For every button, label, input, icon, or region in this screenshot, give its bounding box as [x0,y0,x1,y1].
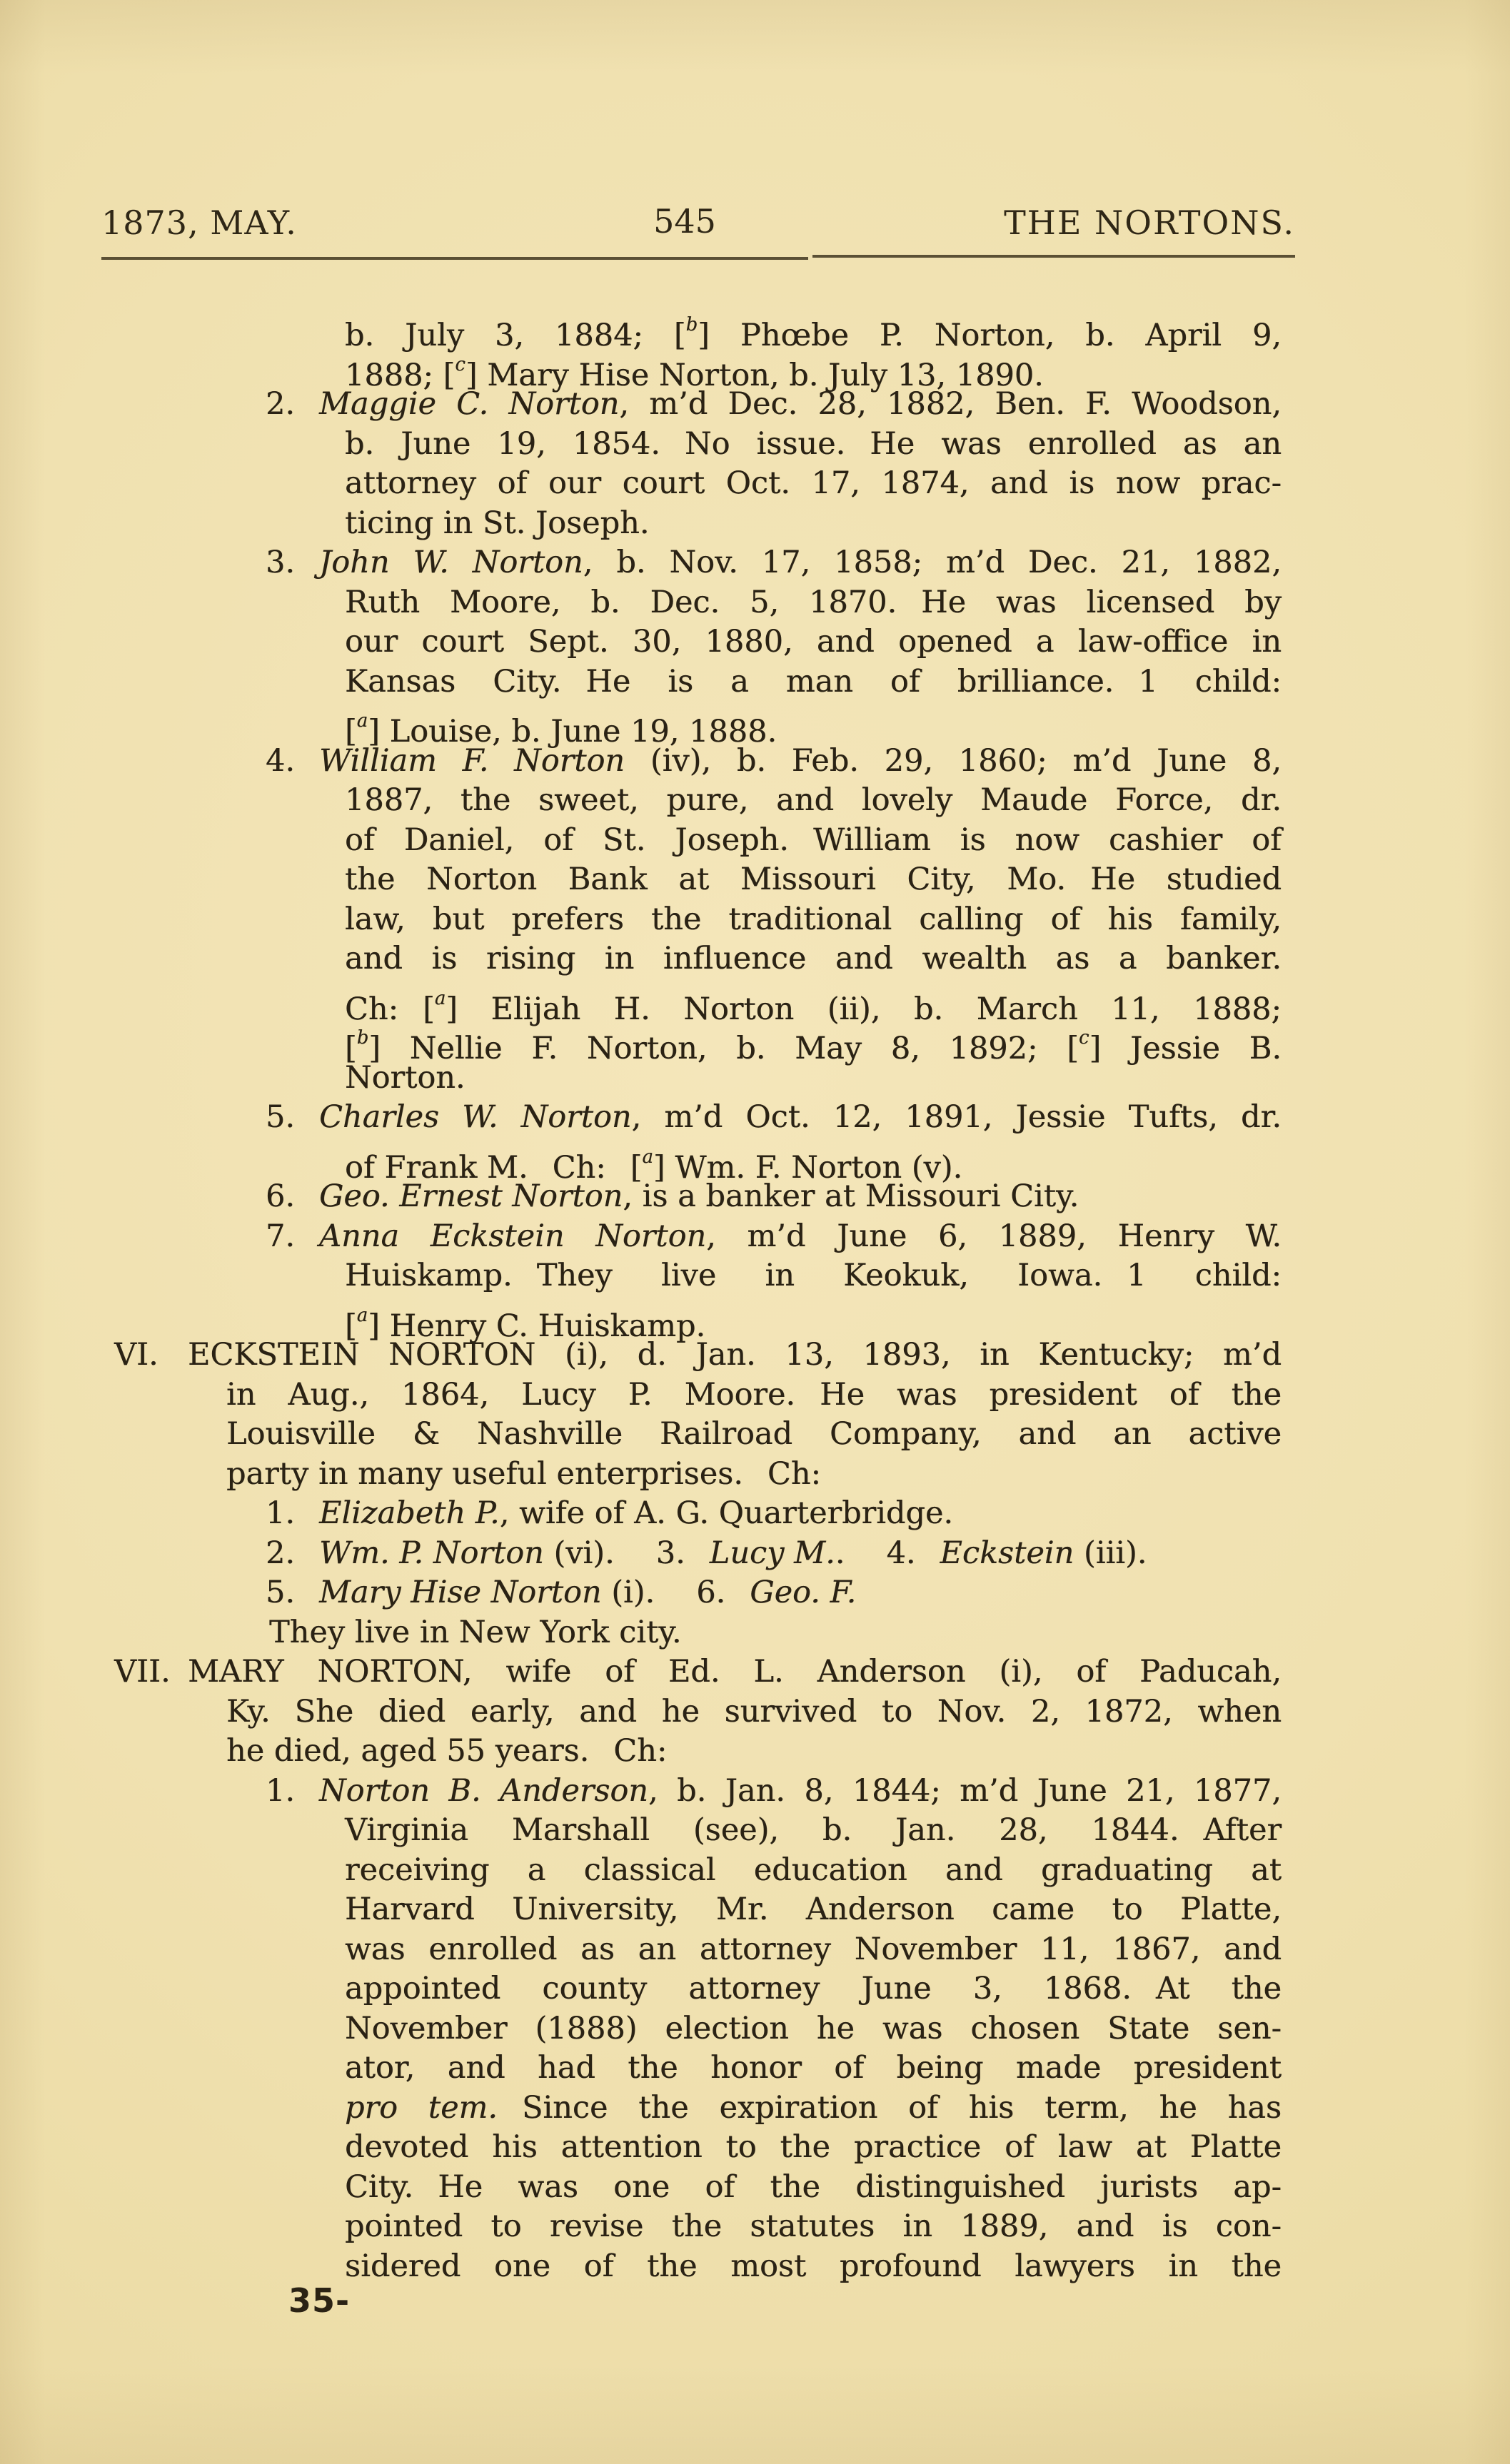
text-line [114,1217,1282,1257]
text-segment: Huiskamp. [345,1258,513,1293]
text-segment: and is rising in influence and wealth as a banker. [345,941,1282,976]
text-line [114,1494,1282,1534]
text-segment: Ch: [767,1455,821,1492]
text-segment: ] Phœbe P. Norton, b. April 9, [698,318,1282,354]
text-segment: ] Jessie B. [1089,1031,1282,1067]
text-line [114,1256,1282,1296]
text-segment: ] Elijah H. Norton (ii), b. March 11, 1888; [446,991,1282,1027]
text-line [114,1613,1282,1653]
text-segment: Kansas City. [345,663,562,700]
text-segment: in Aug., 1864, Lucy P. Moore. [226,1376,796,1413]
item-number: 7. [266,1218,296,1254]
text-segment: Harvard University, Mr. Anderson came to Platte, [345,1892,1282,1927]
text-segment: of Frank M. [345,1149,528,1186]
text-segment: William is now cashier of [812,822,1282,858]
text-segment: (iii). [1074,1535,1147,1571]
text-segment: ticing in St. Joseph. [345,505,650,541]
text-segment: They live in Keokuk, Iowa. [536,1258,1103,1293]
text-segment: pointed to revise the statutes in 1889, and is con- [345,2208,1282,2244]
text-line [114,1811,1282,1851]
text-segment: party in many useful enterprises. [226,1455,743,1492]
text-segment: He was president of the [820,1376,1282,1413]
text-segment: b. July 3, 1884; [ [345,318,686,354]
child-letter-superscript: a [356,1304,368,1326]
text-segment: , wife of A. G. Quarterbridge. [499,1495,954,1531]
text-line [114,979,1282,1027]
child-letter-superscript: a [642,1146,653,1168]
item-number: VII. [114,1654,171,1690]
text-segment: our court Sept. 30, 1880, and opened a law-office in [345,624,1282,660]
text-segment: He was one of the distinguished jurists ap- [438,2168,1282,2205]
person-name-italic: Geo. F. [750,1575,857,1610]
text-segment: Virginia Marshall (see), b. Jan. 28, 1844. [345,1812,1179,1848]
text-segment: [ [345,1031,357,1067]
person-name-italic: Mary Hise Norton [319,1575,602,1610]
text-segment: Since the expiration of his term, he has [521,2089,1282,2126]
text-segment: ] Wm. F. Norton (v). [653,1149,963,1186]
text-segment: [ [345,714,357,750]
text-line [114,1851,1282,1891]
signature-mark: 35- [288,2281,351,2320]
person-name-italic: Charles W. Norton [319,1099,632,1135]
text-line [114,2049,1282,2089]
person-name-italic: Elizabeth P. [319,1495,500,1531]
person-name-italic: pro tem. [345,2089,498,2126]
text-segment: ] Henry C. Huiskamp. [368,1308,706,1344]
text-segment: 1888; [ [345,357,455,393]
body-text [114,306,1282,2286]
item-number: 4. [266,742,296,779]
text-line [114,1019,1282,1067]
text-line [114,1177,1282,1217]
text-line [114,1375,1282,1415]
text-segment: attorney of our court Oct. 17, 1874, and is now prac- [345,465,1282,501]
text-segment: devoted his attention to the practice of law at Platte [345,2129,1282,2165]
text-line [114,1296,1282,1344]
text-segment: , m’d Dec. 28, 1882, Ben. F. Woodson, [619,386,1282,422]
header-rule-right [812,255,1295,258]
text-segment: He was enrolled as an [870,425,1282,462]
text-segment: (iv), b. Feb. 29, 1860; m’d June 8, [625,742,1282,779]
text-line [114,702,1282,750]
text-segment: receiving a classical education and graduating at [345,1852,1282,1888]
text-segment: , b. Nov. 17, 1858; m’d Dec. 21, 1882, [583,545,1282,580]
item-number: 6. [266,1178,296,1214]
text-line [114,1732,1282,1772]
text-line [114,1930,1282,1970]
text-line [114,1772,1282,1812]
text-line [114,781,1282,821]
text-segment: He studied [1090,862,1282,897]
text-segment: Norton. [345,1059,465,1096]
text-segment: [ [630,1149,643,1186]
text-segment: Ch: [613,1733,668,1769]
text-segment: 4. [886,1535,916,1571]
text-segment: MARY NORTON, wife of Ed. L. Anderson (i), of Paducah, [188,1654,1282,1690]
text-segment: he died, aged 55 years. [226,1733,590,1769]
text-segment: 1 child: [1127,1258,1282,1293]
text-segment: [ [423,991,435,1027]
text-segment: ECKSTEIN NORTON (i), d. Jan. 13, 1893, in Kentucky; m’d [188,1337,1282,1373]
text-segment: was enrolled as an attorney November 11, 1867, and [345,1931,1282,1967]
text-line [114,662,1282,702]
item-number: 5. [266,1575,296,1610]
person-name-italic: Lucy M. [709,1535,835,1571]
header-date: 1873, MAY. [101,203,297,242]
text-segment: Ky. [226,1693,271,1730]
person-name-italic: Anna Eckstein Norton [319,1218,707,1254]
text-line [114,385,1282,425]
text-segment: 1 child: [1138,663,1282,700]
person-name-italic: Maggie C. Norton [319,386,620,422]
text-line [114,1573,1282,1613]
item-number: 5. [266,1099,296,1135]
text-segment: the Norton Bank at Missouri City, Mo. [345,862,1067,897]
text-line [114,622,1282,662]
text-segment: ] Nellie F. Norton, b. May 8, 1892; [ [368,1031,1079,1067]
item-number: 1. [266,1495,296,1531]
text-line [114,1534,1282,1574]
person-name-italic: Wm. P. Norton [319,1535,544,1571]
text-line [114,900,1282,940]
item-number: 1. [266,1772,296,1809]
text-segment: Ch: [345,991,399,1027]
text-segment: No issue. [684,425,846,462]
text-line [114,821,1282,861]
text-line [114,1652,1282,1692]
child-letter-superscript: a [356,710,368,732]
text-segment: At the [1155,1971,1282,2006]
person-name-italic: John W. Norton [319,545,583,580]
text-line [114,1415,1282,1455]
text-segment: (i). [601,1575,655,1610]
text-segment: 6. [696,1575,726,1610]
text-segment: Louisville & Nashville Railroad Company, and an active [226,1416,1282,1452]
text-line [114,1335,1282,1375]
text-line [114,1098,1282,1138]
text-line [114,2009,1282,2049]
text-segment: After [1203,1812,1282,1848]
item-number: 2. [266,386,296,422]
text-segment: She died early, and he survived to Nov. 2, 1872, when [294,1693,1282,1730]
text-line [114,2207,1282,2247]
text-line [114,2168,1282,2208]
text-line [114,425,1282,465]
text-line [114,1138,1282,1186]
text-segment: He is a man of brilliance. [585,663,1114,700]
person-name-italic: Geo. Ernest Norton [319,1178,623,1214]
text-line [114,583,1282,623]
text-line [114,860,1282,900]
text-segment: law, but prefers the traditional calling of his family, [345,901,1282,937]
text-segment: Ruth Moore, b. Dec. 5, 1870. [345,584,897,620]
child-letter-superscript: b [356,1027,369,1049]
text-segment: [ [345,1308,357,1344]
item-number: VI. [114,1337,158,1373]
text-segment: Ch: [552,1149,606,1186]
text-line [114,939,1282,979]
text-line [114,306,1282,354]
child-letter-superscript: b [685,314,698,335]
text-segment: City. [345,2168,414,2205]
text-segment: November (1888) election he was chosen State sen- [345,2010,1282,2046]
text-line [114,464,1282,504]
text-segment: b. June 19, 1854. [345,425,660,462]
text-line [114,1890,1282,1930]
child-letter-superscript: a [434,987,446,1009]
page-header [101,203,1295,243]
text-line [114,1059,1282,1099]
text-segment: appointed county attorney June 3, 1868. [345,1971,1132,2006]
text-line [114,742,1282,782]
text-segment: (vi). [543,1535,615,1571]
text-line [114,2128,1282,2168]
person-name-italic: Norton B. Anderson [319,1772,648,1809]
text-segment: , b. Jan. 8, 1844; m’d June 21, 1877, [648,1772,1282,1809]
header-title: THE NORTONS. [1004,203,1295,242]
header-rule-left [101,257,808,260]
text-segment: He was licensed by [921,584,1282,620]
text-line [114,2247,1282,2287]
page-number: 545 [653,202,716,241]
text-segment: 3. [655,1535,685,1571]
text-segment: of Daniel, of St. Joseph. [345,822,789,858]
text-segment: , m’d June 6, 1889, Henry W. [706,1218,1282,1254]
text-line [114,2089,1282,2129]
text-segment: 1887, the sweet, pure, and lovely Maude Force, dr. [345,782,1282,818]
person-name-italic: William F. Norton [319,742,625,779]
person-name-italic: Eckstein [940,1535,1074,1571]
text-line [114,1969,1282,2009]
text-line [114,543,1282,583]
item-number: 2. [266,1535,296,1571]
text-segment: , is a banker at Missouri City. [623,1178,1079,1214]
text-segment: , m’d Oct. 12, 1891, Jessie Tufts, dr. [631,1099,1282,1135]
text-line [114,504,1282,544]
text-segment: . [835,1535,845,1571]
text-line [114,345,1282,393]
text-line [114,1455,1282,1495]
child-letter-superscript: c [1079,1027,1089,1049]
text-segment: ] Louise, b. June 19, 1888. [368,714,777,750]
text-segment: They live in New York city. [269,1614,682,1650]
text-segment: ator, and had the honor of being made president [345,2050,1282,2086]
child-letter-superscript: c [455,353,465,375]
item-number: 3. [266,545,296,580]
text-segment: ] Mary Hise Norton, b. July 13, 1890. [465,357,1044,393]
text-segment: sidered one of the most profound lawyers in the [345,2248,1282,2284]
text-line [114,1692,1282,1732]
